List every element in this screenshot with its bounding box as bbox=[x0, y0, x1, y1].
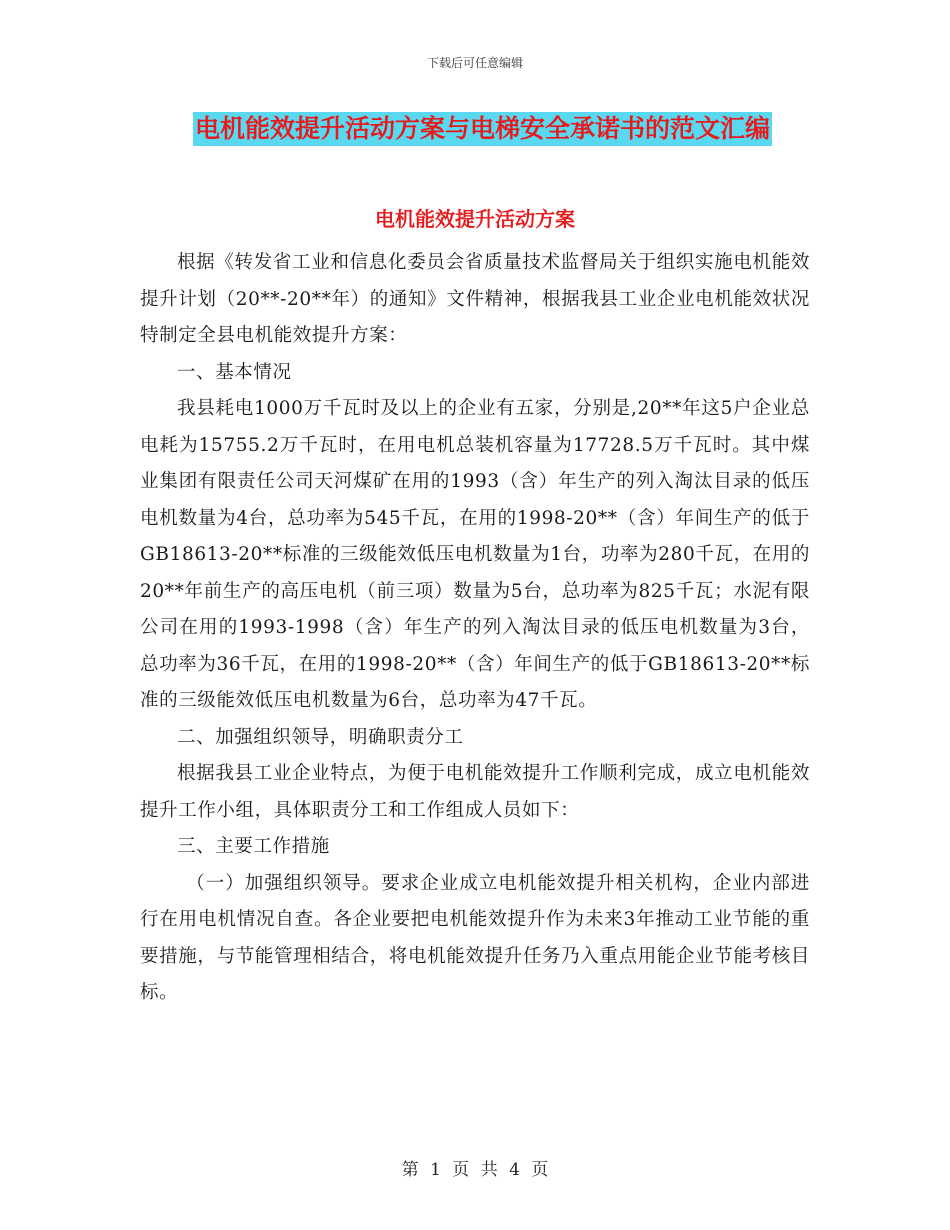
organization-paragraph: 根据我县工业企业特点，为便于电机能效提升工作顺利完成，成立电机能效提升工作小组，具体职责分工和工作组成人员如下： bbox=[140, 763, 810, 821]
heading-main-measures: 三、主要工作措施 bbox=[177, 836, 330, 857]
header-note: 下载后可任意编辑 bbox=[426, 56, 523, 70]
basic-situation-paragraph: 我县耗电1000万千瓦时及以上的企业有五家，分别是,20**年这5户企业总电耗为15755.2万千瓦时，在用电机总装机容量为17728.5万千瓦时。其中煤业集团有限责任公司天河煤矿在用的1993（含）年生产的列入淘汰目录的低压电机数量为4台，总功率为545千瓦，在用的1998-20**（含）年间生产的低于GB18613-20**标准的三级能效低压电机数量为1台，功率为280千瓦，在用的20**年前生产的高压电机（前三项）数量为5台，总功率为825千瓦；水泥有限公司在用的1993-1998（含）年生产的列入淘汰目录的低压电机数量为3台，总功率为36千瓦，在用的1998-20**（含）年间生产的低于GB18613-20**标准的三级能效低压电机数量为6台，总功率为47千瓦。 bbox=[140, 398, 810, 711]
section-title: 电机能效提升活动方案 bbox=[375, 207, 575, 231]
document-body bbox=[140, 245, 810, 1012]
page-footer: 第 1 页 共 4 页 bbox=[401, 1160, 549, 1180]
intro-paragraph: 根据《转发省工业和信息化委员会省质量技术监督局关于组织实施电机能效提升计划（20**-20**年）的通知》文件精神，根据我县工业企业电机能效状况特制定全县电机能效提升方案： bbox=[140, 252, 810, 346]
document-title: 电机能效提升活动方案与电梯安全承诺书的范文汇编 bbox=[193, 112, 772, 146]
measure-1-paragraph: （一）加强组织领导。要求企业成立电机能效提升相关机构，企业内部进行在用电机情况自查。各企业要把电机能效提升作为未来3年推动工业节能的重要措施，与节能管理相结合，将电机能效提升任务乃入重点用能企业节能考核目标。 bbox=[140, 872, 810, 1003]
heading-basic-situation: 一、基本情况 bbox=[177, 361, 292, 383]
heading-organization: 二、加强组织领导，明确职责分工 bbox=[177, 726, 464, 748]
